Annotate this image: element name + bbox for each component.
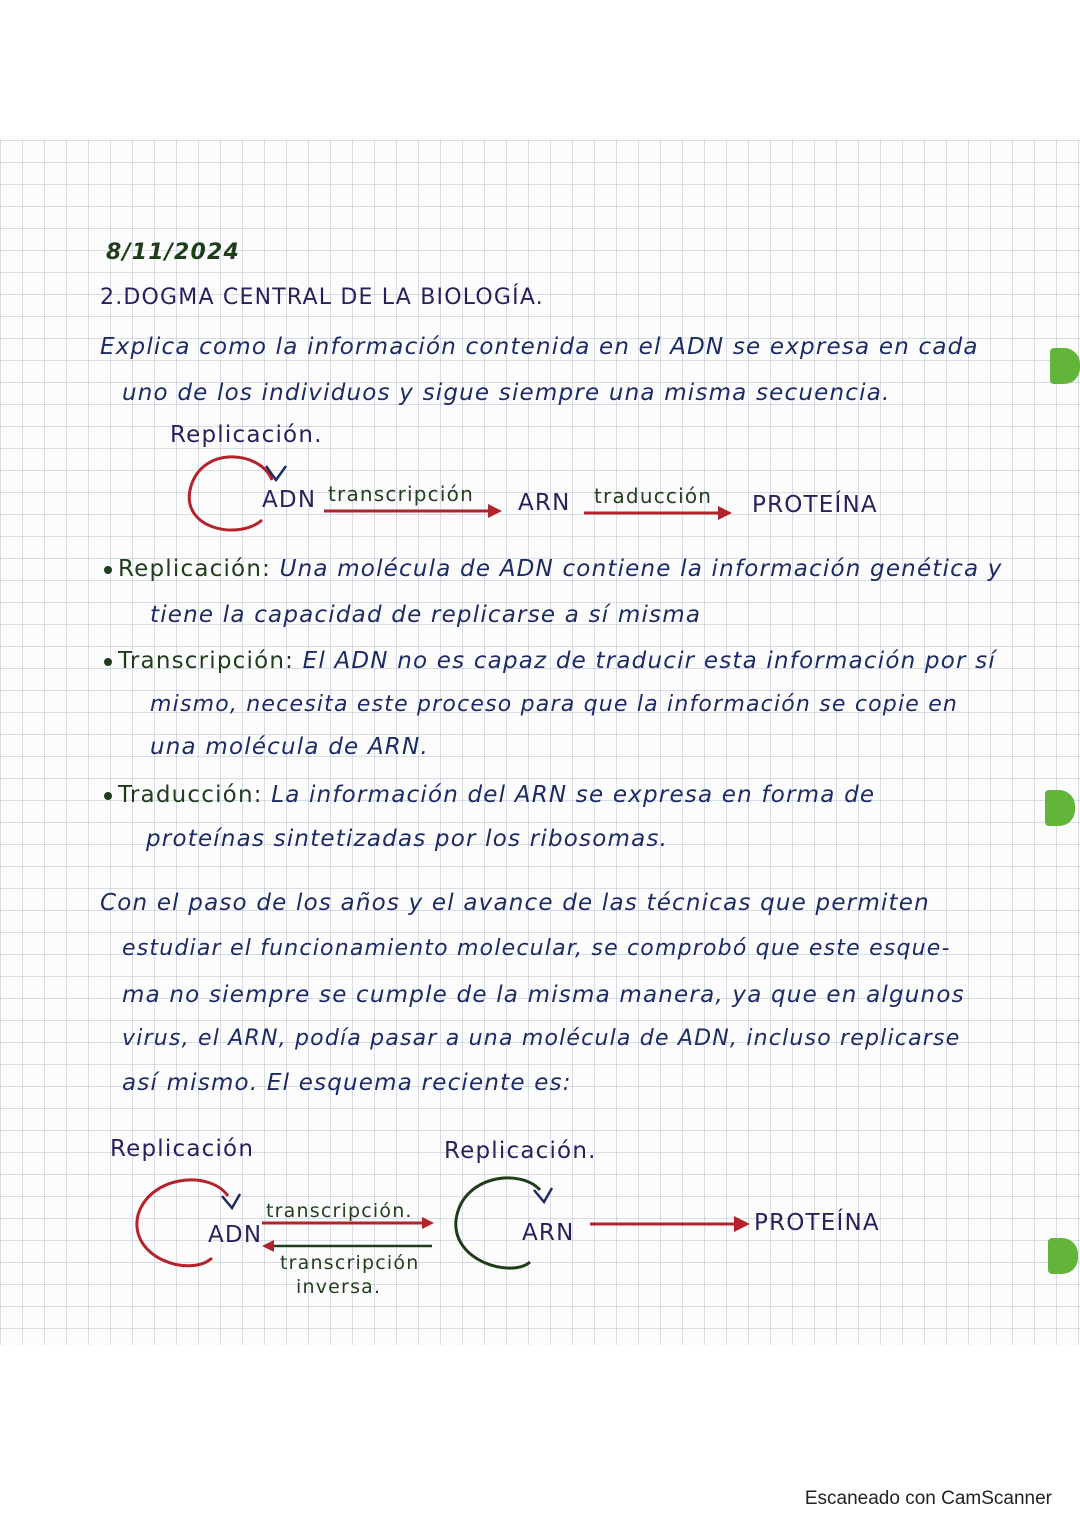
arn-to-protein-arrow-head bbox=[734, 1216, 750, 1232]
transcription-arrow-head-2 bbox=[422, 1217, 434, 1229]
bullet-term: Transcripción: bbox=[118, 648, 295, 674]
translation-label-1: traducción bbox=[594, 484, 713, 508]
arn-label-1: ARN bbox=[518, 490, 571, 516]
bullet-term: Traducción: bbox=[118, 782, 263, 808]
replication-label-3: Replicación. bbox=[444, 1138, 597, 1164]
bullet-translation-line-2: proteínas sintetizadas por los ribosomas. bbox=[146, 826, 669, 852]
paragraph-line-5: así mismo. El esquema reciente es: bbox=[122, 1070, 572, 1096]
replication-cycle-arrow-2 bbox=[137, 1180, 228, 1266]
page-title: 2.DOGMA CENTRAL DE LA BIOLOGÍA. bbox=[100, 285, 544, 310]
bullet-transcription-line-2: mismo, necesita este proceso para que la información se copie en bbox=[150, 692, 959, 717]
bullet-replication-line-2: tiene la capacidad de replicarse a sí misma bbox=[150, 602, 702, 628]
replication-label-2: Replicación bbox=[110, 1136, 255, 1162]
reverse-transcription-label: transcripción bbox=[280, 1252, 420, 1274]
protein-label-1: PROTEÍNA bbox=[752, 492, 878, 518]
bullet-text: El ADN no es capaz de traducir esta información por sí bbox=[302, 648, 996, 674]
arn-label-2: ARN bbox=[522, 1220, 575, 1246]
bullet-term: Replicación: bbox=[118, 556, 272, 582]
transcription-label-2: transcripción. bbox=[266, 1200, 413, 1222]
replication-cycle-head-2 bbox=[222, 1194, 240, 1208]
paragraph-line-3: ma no siempre se cumple de la misma manera, ya que en algunos bbox=[122, 982, 965, 1008]
replication-cycle-arrow-3 bbox=[456, 1178, 540, 1268]
bullet-text: Una molécula de ADN contiene la información genética y bbox=[279, 556, 1003, 582]
transcription-label-1: transcripción bbox=[328, 482, 474, 506]
question-line-1: Explica como la información contenida en el ADN se expresa en cada bbox=[100, 334, 979, 360]
adn-label-2: ADN bbox=[208, 1222, 263, 1248]
paragraph-line-4: virus, el ARN, podía pasar a una molécula de ADN, incluso replicarse bbox=[122, 1026, 961, 1051]
question-line-2: uno de los individuos y sigue siempre una misma secuencia. bbox=[122, 380, 891, 406]
replication-cycle-arrow-1 bbox=[189, 457, 272, 530]
protein-label-2: PROTEÍNA bbox=[754, 1210, 880, 1236]
date: 8/11/2024 bbox=[106, 240, 241, 265]
reverse-transcription-arrow-head bbox=[262, 1240, 274, 1252]
replication-cycle-head-3 bbox=[534, 1188, 552, 1202]
reverse-transcription-label-2: inversa. bbox=[296, 1276, 382, 1298]
paragraph-line-1: Con el paso de los años y el avance de las técnicas que permiten bbox=[100, 890, 930, 916]
adn-label-1: ADN bbox=[262, 487, 317, 513]
translation-arrow-head-1 bbox=[718, 506, 732, 520]
bullet-transcription-line-3: una molécula de ARN. bbox=[150, 734, 429, 760]
scanner-watermark: Escaneado con CamScanner bbox=[804, 1488, 1052, 1509]
paragraph-line-2: estudiar el funcionamiento molecular, se comprobó que este esque- bbox=[122, 936, 951, 961]
replication-label-1: Replicación. bbox=[170, 422, 323, 448]
transcription-arrow-head-1 bbox=[488, 504, 502, 518]
bullet-text: La información del ARN se expresa en forma de bbox=[271, 782, 876, 808]
